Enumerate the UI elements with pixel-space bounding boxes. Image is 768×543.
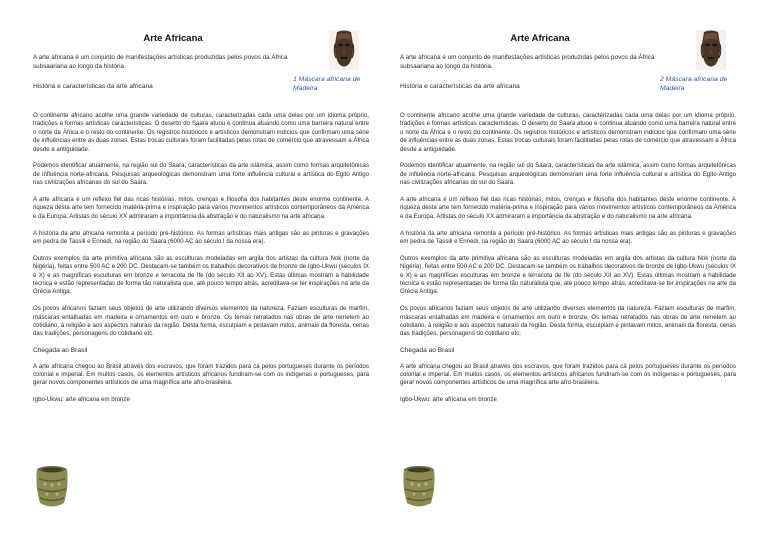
body-paragraph: Outros exemplos da arte primitiva africana são as esculturas modeladas em argila dos artistas da cultura Nok (norte da Nigéria), feitas entre 500 AC e 200 DC. Destacam-se também os trabalhos decorativos de bronze de Igbo-Ukwu (séculos IX e X) e as magníficas esculturas em bronze e terracota de Ife (do século XII ao XV). Estas últimas mostram a habilidade técnica e estão representadas de forma tão naturalista que, até pouco tempo atrás, acreditava-se ter inspirações na arte da Grécia Antiga. xyxy=(400,254,736,296)
mask-figure-caption: 2 Máscara africana de Madeira xyxy=(660,76,728,92)
brasil-paragraph: A arte africana chegou ao Brasil através dos escravos, que foram trazidos para cá pelos portugueses durante os períodos colonial e imperial. Em muitos casos, os elementos artísticos africanos fundiram-se com os indígenas e portugueses, para gerar novos componentes artísticos de uma magnífica arte afro-brasileira. xyxy=(33,362,369,387)
page-left xyxy=(33,0,383,543)
page-right xyxy=(400,0,750,543)
mask-figure-caption: 1 Máscara africana de Madeira xyxy=(293,76,361,92)
body-paragraph: A história da arte africana remonta a período pré-histórico. As formas artísticas mais antigas são as pinturas e gravações em pedra de Tassili e Ennedi, na região do Saara (6000 AC ao século I da nossa era). xyxy=(33,229,369,246)
section-heading-history: História e características da arte africana xyxy=(33,83,153,90)
body-paragraph: Os povos africanos faziam seus objetos de arte utilizando diversos elementos da natureza. Faziam esculturas de marfim, máscaras entalhadas em madeira e ornamentos em ouro e bronze. Os temas retratados nas obras de arte remetem ao cotidiano, à religião e aos aspectos naturais da região. Desta forma, esculpiam e pintavam mitos, animais da floresta, cenas das tradições, personagens do cotidiano etc. xyxy=(400,305,736,338)
section-heading-history: História e características da arte africana xyxy=(400,83,520,90)
body-paragraph: A história da arte africana remonta a período pré-histórico. As formas artísticas mais antigas são as pinturas e gravações em pedra de Tassili e Ennedi, na região do Saara (6000 AC ao século I da nossa era). xyxy=(400,229,736,246)
body-paragraph: A arte africana é um reflexo fiel das ricas histórias, mitos, crenças e filosofia dos habitantes deste enorme continente. A riqueza desta arte tem fornecido matéria-prima e inspiração para vários movimentos artísticos contemporâneos da América e da Europa. Artistas do século XX admiraram a importância da abstração e do naturalismo na arte africana. xyxy=(400,196,736,220)
section-heading-brasil: Chegada ao Brasil xyxy=(400,347,455,355)
body-paragraph: O continente africano acolhe uma grande variedade de culturas, caracterizadas cada uma delas por um idioma próprio, tradições e formas artísticas características. O deserto do Saara atuou e continua atuando como uma barreira natural entre o norte da África e o resto do continente. Os registros históricos e artísticos demonstram indícios que confirmam uma série de influências entre as duas zonas. Estas trocas culturais foram facilitadas pelas rotas de comércio que atravessam a África desde a antiguidade. xyxy=(33,112,369,153)
body-paragraph: Podemos identificar atualmente, na região sul do Saara, características da arte islâmica, assim como formas arquitetônicas de influência norte-africana. Pesquisas arqueológicas demonstram uma forte influência cultural e artística do Egito Antigo nas civilizações africanas do sul do Saara. xyxy=(33,162,369,187)
brasil-paragraph: A arte africana chegou ao Brasil através dos escravos, que foram trazidos para cá pelos portugueses durante os períodos colonial e imperial. Em muitos casos, os elementos artísticos africanos fundiram-se com os indígenas e portugueses, para gerar novos componentes artísticos de uma magnífica arte afro-brasileira. xyxy=(400,362,736,387)
intro-paragraph: A arte africana é um conjunto de manifestações artísticas produzidas pelos povos da África subsaariana ao longo da história. xyxy=(400,54,655,70)
body-text xyxy=(33,112,369,413)
african-mask-image xyxy=(329,30,359,70)
page-title: Arte Africana xyxy=(510,33,570,44)
page-title: Arte Africana xyxy=(143,33,203,44)
body-paragraph: O continente africano acolhe uma grande variedade de culturas, caracterizadas cada uma delas por um idioma próprio, tradições e formas artísticas características. O deserto do Saara atuou e continua atuando como uma barreira natural entre o norte da África e o resto do continente. Os registros históricos e artísticos demonstram indícios que confirmam uma série de influências entre as duas zonas. Estas trocas culturais foram facilitadas pelas rotas de comércio que atravessam a África desde a antiguidade. xyxy=(400,112,736,153)
bronze-image-label: Igbo-Ukwu: arte africana em bronze xyxy=(400,396,497,404)
bronze-vessel-image xyxy=(33,463,71,511)
bronze-vessel-image xyxy=(400,463,438,511)
body-paragraph: A arte africana é um reflexo fiel das ricas histórias, mitos, crenças e filosofia dos habitantes deste enorme continente. A riqueza desta arte tem fornecido matéria-prima e inspiração para vários movimentos artísticos contemporâneos da América e da Europa. Artistas do século XX admiraram a importância da abstração e do naturalismo na arte africana. xyxy=(33,196,369,220)
body-paragraph: Podemos identificar atualmente, na região sul do Saara, características da arte islâmica, assim como formas arquitetônicas de influência norte-africana. Pesquisas arqueológicas demonstram uma forte influência cultural e artística do Egito Antigo nas civilizações africanas do sul do Saara. xyxy=(400,162,736,187)
body-paragraph: Outros exemplos da arte primitiva africana são as esculturas modeladas em argila dos artistas da cultura Nok (norte da Nigéria), feitas entre 500 AC e 200 DC. Destacam-se também os trabalhos decorativos de bronze de Igbo-Ukwu (séculos IX e X) e as magníficas esculturas em bronze e terracota de Ife (do século XII ao XV). Estas últimas mostram a habilidade técnica e estão representadas de forma tão naturalista que, até pouco tempo atrás, acreditava-se ter inspirações na arte da Grécia Antiga. xyxy=(33,254,369,296)
african-mask-image xyxy=(696,30,726,70)
body-paragraph: Os povos africanos faziam seus objetos de arte utilizando diversos elementos da natureza. Faziam esculturas de marfim, máscaras entalhadas em madeira e ornamentos em ouro e bronze. Os temas retratados nas obras de arte remetem ao cotidiano, à religião e aos aspectos naturais da região. Desta forma, esculpiam e pintavam mitos, animais da floresta, cenas das tradições, personagens do cotidiano etc. xyxy=(33,305,369,338)
bronze-image-label: Igbo-Ukwu: arte africana em bronze xyxy=(33,396,130,404)
intro-paragraph: A arte africana é um conjunto de manifestações artísticas produzidas pelos povos da África subsaariana ao longo da história. xyxy=(33,54,288,70)
section-heading-brasil: Chegada ao Brasil xyxy=(33,347,88,355)
body-text xyxy=(400,112,736,413)
